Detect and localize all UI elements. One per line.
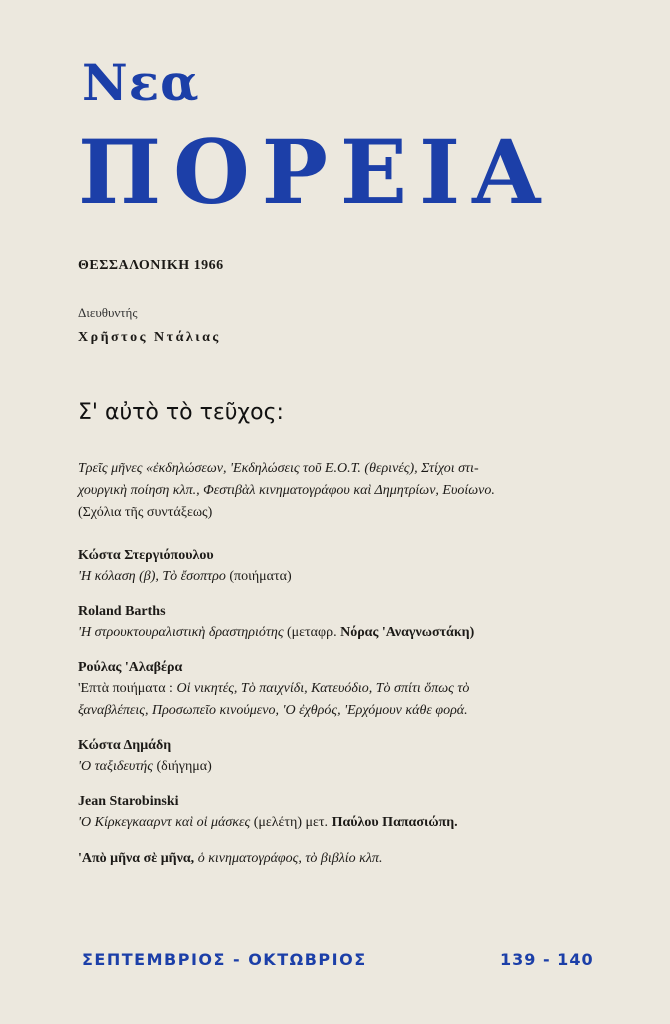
toc-translation-label: (μεταφρ. — [287, 625, 337, 640]
toc-entry — [78, 792, 600, 834]
toc-title: Οἱ νικητές, Τὸ παιχνίδι, Κατευόδιο, Τὸ σπίτι ὅπως τὸ — [176, 681, 470, 696]
toc-kind: (μελέτη) μετ. — [253, 815, 329, 830]
toc-work — [78, 678, 600, 722]
place-year: ΘΕΣΣΑΛΟΝΙΚΗ 1966 — [78, 258, 224, 273]
toc-work — [78, 622, 600, 644]
editorial-line-2: χουργικὴ ποίηση κλπ., Φεστιβὰλ κινηματογράφου καὶ Δημητρίων, Ευοίωνο. — [78, 483, 495, 498]
toc-kind: (διήγημα) — [156, 759, 212, 774]
monthly-text: ὁ κινηματογράφος, τὸ βιβλίο κλπ. — [197, 851, 383, 866]
director-label: Διευθυντής — [78, 305, 138, 320]
toc-title: 'Η κόλαση (β), Τὸ ἔσοπτρο — [78, 569, 226, 584]
editorial-text — [78, 458, 600, 502]
toc-monthly — [78, 848, 600, 870]
director-name: Χρῆστος Ντάλιας — [78, 330, 221, 345]
toc-title: 'Ο ταξιδευτής — [78, 759, 153, 774]
monthly-label: 'Απὸ μῆνα σὲ μῆνα, — [78, 851, 195, 866]
masthead-nea: Νεα — [82, 53, 200, 112]
issue-number: 139 - 140 — [500, 950, 594, 969]
toc-kind: (ποιήματα) — [229, 569, 292, 584]
toc-author: Κώστα Στεργιόπουλου — [78, 548, 214, 563]
masthead-poreia: ΠΟΡΕΙΑ — [78, 120, 553, 224]
toc-entry — [78, 602, 600, 644]
table-of-contents — [78, 458, 600, 884]
toc-work — [78, 848, 600, 870]
toc-entry — [78, 546, 600, 588]
toc-work — [78, 812, 600, 834]
toc-author: Jean Starobinski — [78, 794, 179, 809]
toc-translator: Παύλου Παπασιώπη. — [331, 815, 458, 830]
toc-title: 'Η στρουκτουραλιστικὴ δραστηριότης — [78, 625, 284, 640]
toc-author: Roland Barths — [78, 604, 166, 619]
toc-intro: 'Επτὰ ποιήματα : — [78, 681, 173, 696]
contents-heading: Σ' αὐτὸ τὸ τεῦχος: — [78, 400, 284, 425]
toc-entry — [78, 658, 600, 722]
toc-author: Κώστα Δημάδη — [78, 738, 172, 753]
toc-entry — [78, 736, 600, 778]
toc-work — [78, 566, 600, 588]
toc-title: ξαναβλέπεις, Προσωπεῖο κινούμενο, 'Ο ἐχθρός, 'Ερχόμουν κάθε φορά. — [78, 703, 468, 718]
issue-months: ΣΕΠΤΕΜΒΡΙΟΣ - ΟΚΤΩΒΡΙΟΣ — [82, 950, 367, 969]
editorial-note: (Σχόλια τῆς συντάξεως) — [78, 505, 213, 520]
toc-translator: Νόρας 'Αναγνωστάκη) — [340, 625, 475, 640]
toc-editorial — [78, 458, 600, 524]
toc-work — [78, 756, 600, 778]
toc-title: 'Ο Κίρκεγκααρντ καὶ οἱ μάσκες — [78, 815, 251, 830]
editorial-line-1: Τρεῖς μῆνες «ἐκδηλώσεων, 'Εκδηλώσεις τοῦ Ε.Ο.Τ. (θερινές), Στίχοι στι- — [78, 461, 479, 476]
toc-author: Ρούλας 'Αλαβέρα — [78, 660, 183, 675]
